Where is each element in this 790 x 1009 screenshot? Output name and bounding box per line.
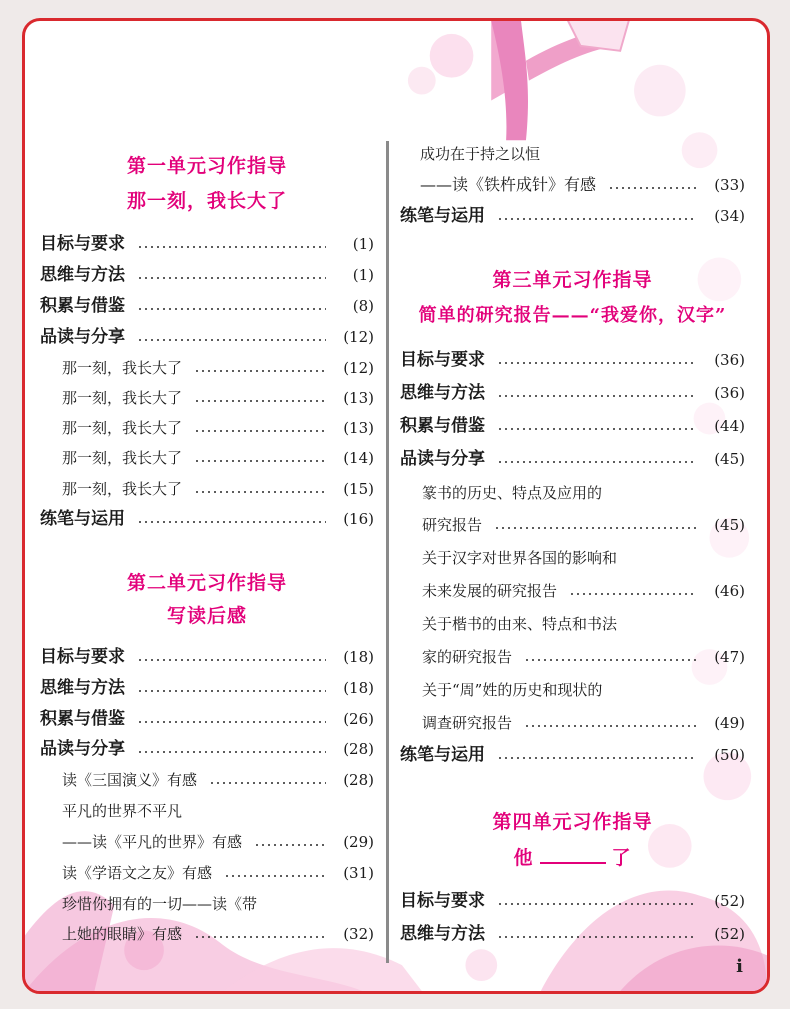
- toc-subentry-line: 成功在于持之以恒: [420, 145, 541, 163]
- toc-subentry-line: 关于楷书的由来、特点和书法: [422, 615, 618, 633]
- unit2-title: 第二单元习作指导: [126, 572, 287, 594]
- unit2-subtitle: 写读后感: [166, 605, 247, 627]
- toc-subentry[interactable]: 未来发展的研究报告 (46): [422, 582, 745, 600]
- toc-entry[interactable]: 积累与借鉴 (26): [40, 709, 374, 729]
- toc-subentry[interactable]: 那一刻，我长大了 (13): [62, 389, 374, 407]
- toc-entry[interactable]: 目标与要求 (18): [40, 647, 374, 667]
- toc-subentry[interactable]: 读《学语文之友》有感 (31): [62, 864, 374, 882]
- toc-subentry[interactable]: 那一刻，我长大了 (15): [62, 480, 374, 498]
- toc-entry[interactable]: 目标与要求 (36): [400, 350, 745, 370]
- toc-subentry[interactable]: ——读《平凡的世界》有感 (29): [62, 833, 374, 851]
- toc-entry[interactable]: 练笔与运用 (34): [400, 206, 745, 226]
- toc-entry[interactable]: 思维与方法 (52): [400, 924, 745, 944]
- toc-entry[interactable]: 品读与分享 (45): [400, 449, 745, 469]
- toc-subentry[interactable]: 家的研究报告 (47): [422, 648, 745, 666]
- toc-entry[interactable]: 思维与方法 (1): [40, 265, 374, 285]
- page-frame: [22, 18, 770, 994]
- toc-entry[interactable]: 目标与要求 (1): [40, 234, 374, 254]
- unit1-subtitle: 那一刻，我长大了: [126, 190, 287, 212]
- toc-entry[interactable]: 目标与要求 (52): [400, 891, 745, 911]
- toc-entry[interactable]: 积累与借鉴 (8): [40, 296, 374, 316]
- toc-subentry[interactable]: 那一刻，我长大了 (13): [62, 419, 374, 437]
- toc-subentry[interactable]: 那一刻，我长大了 (12): [62, 359, 374, 377]
- toc-entry[interactable]: 积累与借鉴 (44): [400, 416, 745, 436]
- toc-subentry[interactable]: 读《三国演义》有感 (28): [62, 771, 374, 789]
- toc-entry[interactable]: 思维与方法 (36): [400, 383, 745, 403]
- toc-entry[interactable]: 品读与分享 (12): [40, 327, 374, 347]
- column-divider: [386, 141, 389, 963]
- toc-subentry[interactable]: 上她的眼睛》有感 (32): [62, 925, 374, 943]
- toc-subentry-line: 篆书的历史、特点及应用的: [422, 484, 603, 502]
- toc-subentry[interactable]: ——读《铁杵成针》有感 (33): [420, 175, 745, 194]
- toc-subentry-line: 平凡的世界不平凡: [62, 802, 183, 820]
- unit3-subtitle: 简单的研究报告——“我爱你，汉字”: [418, 305, 727, 326]
- toc-entry[interactable]: 练笔与运用 (50): [400, 745, 745, 765]
- toc-entry[interactable]: 思维与方法 (18): [40, 678, 374, 698]
- toc-subentry-line: 关于“周”姓的历史和现状的: [422, 681, 603, 699]
- toc-entry[interactable]: 练笔与运用 (16): [40, 509, 374, 529]
- toc-subentry-line: 珍惜你拥有的一切——读《带: [62, 895, 258, 913]
- toc-subentry-line: 关于汉字对世界各国的影响和: [422, 549, 618, 567]
- unit1-title: 第一单元习作指导: [126, 155, 287, 177]
- toc-entry[interactable]: 品读与分享 (28): [40, 739, 374, 759]
- toc-subentry[interactable]: 调查研究报告 (49): [422, 714, 745, 732]
- fill-in-blank: [540, 844, 606, 864]
- unit4-title: 第四单元习作指导: [492, 811, 653, 833]
- toc-subentry[interactable]: 那一刻，我长大了 (14): [62, 449, 374, 467]
- page-number: i: [736, 956, 743, 977]
- unit3-title: 第三单元习作指导: [492, 269, 653, 291]
- toc-subentry[interactable]: 研究报告 (45): [422, 516, 745, 534]
- unit4-subtitle: 他 了: [400, 843, 745, 870]
